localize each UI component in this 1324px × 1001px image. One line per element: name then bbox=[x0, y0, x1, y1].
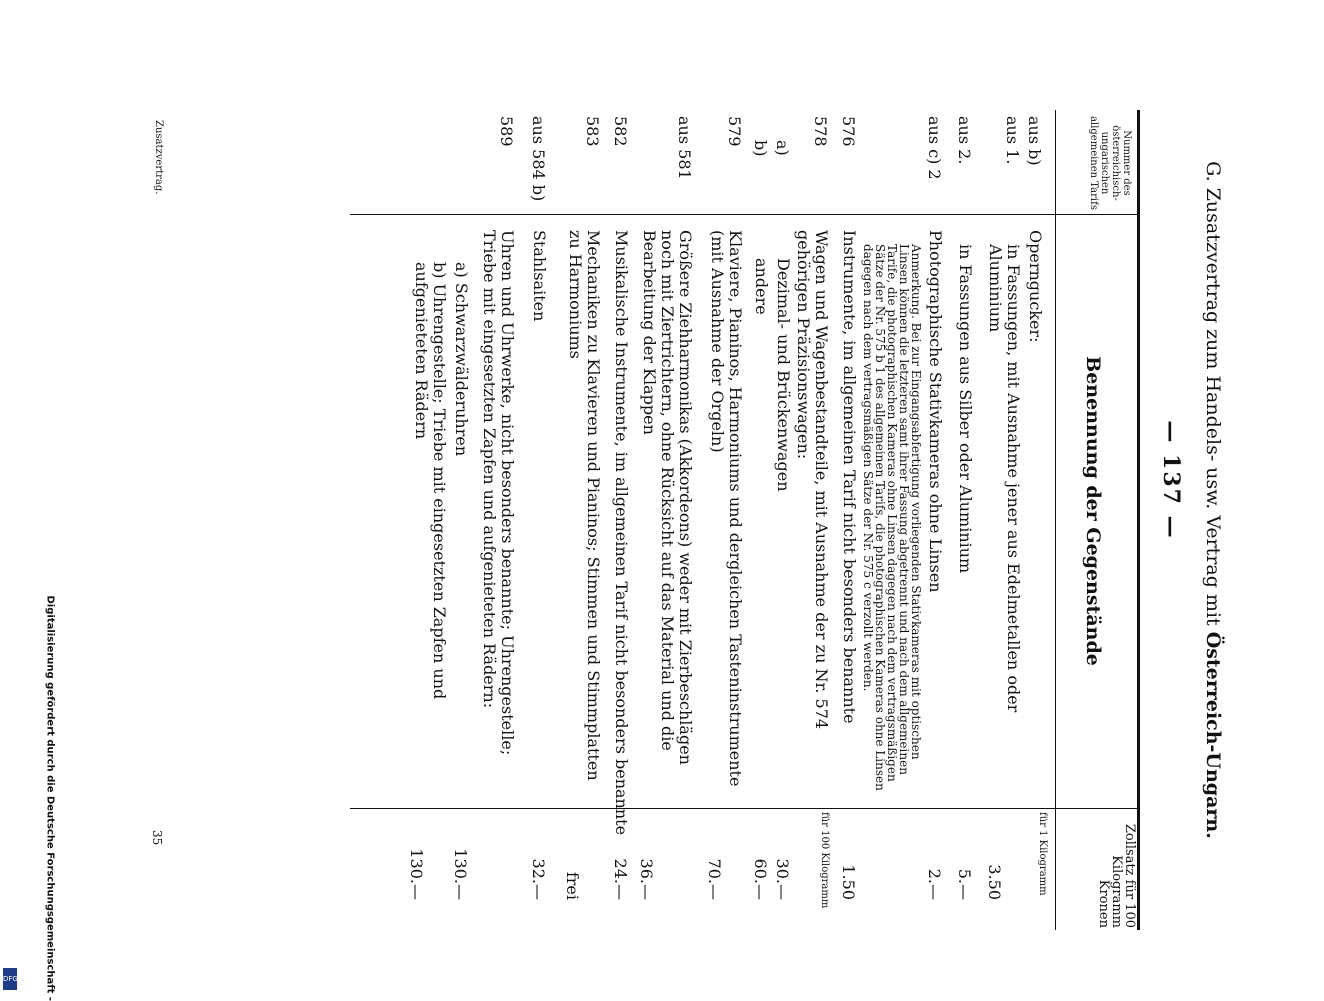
table-top-rule bbox=[1137, 110, 1140, 930]
row-num: aus 581 bbox=[675, 116, 694, 180]
dfg-logo-icon: DFG bbox=[3, 968, 17, 990]
col-header-number: Nummer des österreichisch-ungarischen allgemeinen Tarifs bbox=[1088, 116, 1132, 210]
row-rate: 70.— bbox=[705, 858, 724, 900]
row-num: aus c) 2 bbox=[925, 116, 944, 180]
row-num: b) bbox=[751, 140, 770, 157]
row-desc: b) Uhrengestelle; Triebe mit eingesetzten Zapfen und aufgenieteten Rädern bbox=[412, 262, 449, 700]
row-rate: 24.— bbox=[611, 858, 630, 900]
row-desc: Instrumente, im allgemeinen Tarif nicht besonders benannte bbox=[840, 230, 859, 724]
table-head-rule bbox=[1055, 110, 1056, 930]
row-desc: Dezimal- und Brückenwagen bbox=[774, 258, 793, 492]
row-desc: Wagen und Wagenbestandteile, mit Ausnahme der zu Nr. 574 gehörigen Präzisionswagen: bbox=[794, 230, 831, 730]
row-desc: in Fassungen aus Silber oder Aluminium bbox=[956, 244, 975, 574]
row-rate: 36.— bbox=[637, 858, 656, 900]
col-divider-right bbox=[350, 808, 1140, 809]
row-num: 578 bbox=[811, 116, 830, 147]
row-rate: 30.— bbox=[773, 858, 792, 900]
row-desc: Uhren und Uhrwerke, nicht besonders benannte; Uhrengestelle; Triebe mit eingesetzten Zapfen und aufgenieteten Rädern: bbox=[480, 230, 517, 756]
unit-label-100kg: für 100 Kilogramm bbox=[819, 812, 830, 909]
row-desc: Stahlsaiten bbox=[530, 230, 549, 322]
row-desc: Klaviere, Pianinos, Harmoniums und dergleichen Tasteninstrumente (mit Ausnahme der Orgeln) bbox=[708, 230, 745, 787]
row-desc: andere bbox=[752, 258, 771, 315]
running-header bbox=[1202, 60, 1224, 940]
row-desc: Photographische Stativkameras ohne Linsen bbox=[926, 230, 945, 593]
row-num: 579 bbox=[725, 116, 744, 147]
row-rate: 32.— bbox=[529, 858, 548, 900]
country-name: Österreich-Ungarn. bbox=[1202, 631, 1224, 839]
row-rate: 5.— bbox=[955, 868, 974, 900]
rotated-page bbox=[80, 0, 1244, 1000]
row-num: 576 bbox=[839, 116, 858, 147]
running-title: G. Zusatzvertrag zum Handels- usw. Vertrag mit bbox=[1202, 161, 1224, 626]
row-num: aus b) bbox=[1025, 116, 1044, 166]
row-rate: 130.— bbox=[407, 848, 426, 900]
row-num: a) bbox=[773, 140, 792, 156]
row-desc: a) Schwarzwälderuhren bbox=[452, 262, 471, 457]
digitization-credit-text: Digitalisierung gefördert durch die Deutsche Forschungsgemeinschaft - bbox=[44, 595, 56, 1001]
row-note: Anmerkung. Bei zur Eingangsabfertigung vorliegenden Stativkameras mit optischen Linsen können die letzteren samt ihrer Fassung abgetrennt und nach dem allgemeinen Tarife, die photographischen Kameras ohne Linsen dagegen nach dem vertragsmäßigen Sätze der Nr. 575 b 1 des allgemeinen Tarifs, die photographischen Kameras ohne Linsen dagegen nach dem vertragsmäßigen Sätze der Nr. 575 c verzollt werden. bbox=[861, 244, 923, 791]
row-desc: Operngucker: bbox=[1026, 230, 1045, 343]
page-number: — 137 — bbox=[1158, 420, 1184, 540]
row-rate: frei bbox=[563, 871, 582, 900]
row-desc: Größere Ziehharmonikas (Akkordeons) weder mit Zierbeschlägen noch mit Ziertrichtern, ohne Rücksicht auf das Material und die Bearbeitung der Klappen bbox=[640, 230, 695, 765]
unit-label-kilogram: für 1 Kilogramm bbox=[1037, 812, 1048, 896]
row-num: aus 2. bbox=[955, 116, 974, 165]
row-num: 582 bbox=[611, 116, 630, 147]
col-header-rate: Zollsatz für 100 Kilogramm Kronen bbox=[1096, 823, 1137, 928]
row-rate: 2.— bbox=[925, 868, 944, 900]
col-divider-left bbox=[350, 214, 1140, 215]
row-num: 589 bbox=[497, 116, 516, 147]
row-num: aus 584 b) bbox=[529, 116, 548, 202]
row-num: 583 bbox=[583, 116, 602, 147]
row-desc: Musikalische Instrumente, im allgemeinen Tarif nicht besonders benannte bbox=[612, 230, 631, 836]
row-desc: Mechaniken zu Klavieren und Pianinos; Stimmen und Stimmplatten zu Harmoniums bbox=[566, 230, 603, 781]
row-rate: 3.50 bbox=[985, 864, 1004, 900]
col-header-description: Benennung der Gegenstände bbox=[1082, 356, 1104, 666]
row-rate: 1.50 bbox=[839, 864, 858, 900]
footer-signature: Zusatzvertrag. bbox=[153, 120, 164, 195]
footer-page-sig: 35 bbox=[150, 830, 164, 846]
row-num: aus 1. bbox=[1003, 116, 1022, 165]
row-rate: 60.— bbox=[751, 858, 770, 900]
row-rate: 130.— bbox=[451, 848, 470, 900]
row-desc: in Fassungen, mit Ausnahme jener aus Edelmetallen oder Aluminium bbox=[986, 244, 1023, 713]
digitization-credit bbox=[0, 595, 56, 1001]
